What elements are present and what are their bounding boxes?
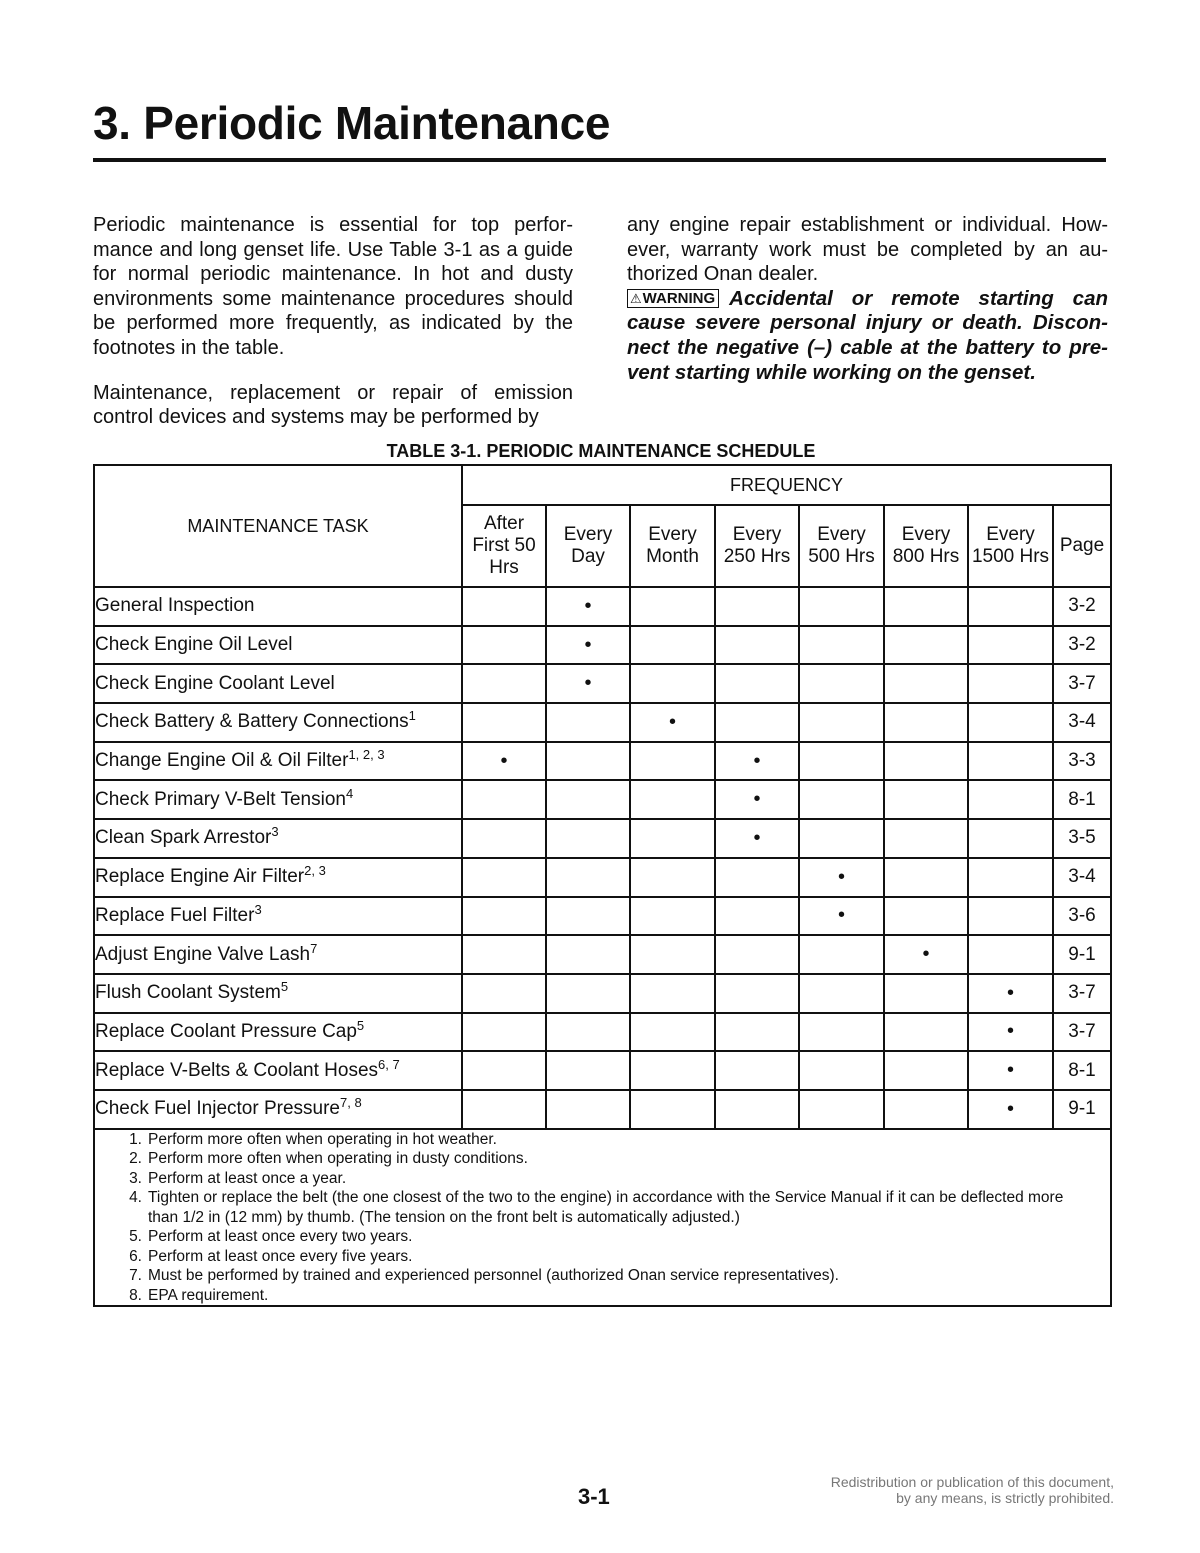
footnote-number: 1. bbox=[129, 1130, 142, 1148]
schedule-cell bbox=[799, 935, 884, 974]
schedule-cell bbox=[968, 935, 1053, 974]
task-cell bbox=[94, 626, 462, 665]
footnote-text: Tighten or replace the belt (the one closest of the two to the engine) in accordance with the Service Manual if it can be deflected more than 1/2 in (12 mm) by thumb. (The tension on the front belt is automatically adjusted.) bbox=[148, 1189, 1064, 1226]
schedule-cell bbox=[630, 664, 715, 703]
schedule-cell bbox=[715, 664, 799, 703]
footnote-reference: 1, 2, 3 bbox=[348, 747, 385, 763]
schedule-cell bbox=[884, 858, 968, 897]
schedule-cell bbox=[715, 1090, 799, 1129]
schedule-cell bbox=[462, 664, 546, 703]
footnote bbox=[95, 1130, 1110, 1150]
schedule-cell bbox=[799, 587, 884, 626]
task-name: Replace V-Belts & Coolant Hoses bbox=[95, 1059, 379, 1081]
schedule-bullet: • bbox=[546, 664, 630, 703]
task-name: Change Engine Oil & Oil Filter bbox=[95, 750, 349, 772]
schedule-cell bbox=[462, 1013, 546, 1052]
schedule-bullet: • bbox=[968, 1051, 1053, 1090]
footnote-number: 4. bbox=[129, 1189, 142, 1207]
footnote bbox=[95, 1227, 1110, 1247]
schedule-bullet: • bbox=[968, 974, 1053, 1013]
maintenance-table bbox=[93, 464, 1112, 1307]
footnote-reference: 6, 7 bbox=[378, 1056, 400, 1072]
schedule-cell bbox=[715, 935, 799, 974]
page-reference: 9-1 bbox=[1053, 1090, 1111, 1129]
redistribution-notice bbox=[831, 1474, 1114, 1506]
table-row bbox=[94, 626, 1111, 665]
footnote bbox=[95, 1247, 1110, 1267]
schedule-cell bbox=[968, 742, 1053, 781]
schedule-cell bbox=[546, 703, 630, 742]
schedule-cell bbox=[884, 897, 968, 936]
page-reference: 3-7 bbox=[1053, 1013, 1111, 1052]
schedule-cell bbox=[715, 1013, 799, 1052]
intro-left-column bbox=[93, 213, 573, 430]
schedule-cell bbox=[799, 974, 884, 1013]
task-cell bbox=[94, 780, 462, 819]
task-name: Check Engine Coolant Level bbox=[95, 672, 335, 694]
task-name: Flush Coolant System bbox=[95, 982, 281, 1004]
schedule-cell bbox=[884, 1013, 968, 1052]
schedule-cell bbox=[799, 742, 884, 781]
task-cell bbox=[94, 974, 462, 1013]
schedule-cell bbox=[462, 780, 546, 819]
intro-paragraph: Maintenance, replacement or repair of emission control devices and systems may be performed by bbox=[93, 381, 573, 429]
schedule-bullet: • bbox=[715, 819, 799, 858]
schedule-cell bbox=[884, 819, 968, 858]
task-column-header: MAINTENANCE TASK bbox=[94, 465, 462, 587]
task-name: Replace Engine Air Filter bbox=[95, 866, 305, 888]
schedule-cell bbox=[884, 742, 968, 781]
footnote bbox=[95, 1286, 1110, 1306]
task-name: Check Engine Oil Level bbox=[95, 634, 293, 656]
schedule-cell bbox=[630, 780, 715, 819]
footnote-reference: 4 bbox=[345, 785, 354, 801]
schedule-cell bbox=[884, 664, 968, 703]
schedule-cell bbox=[968, 819, 1053, 858]
footnote-text: EPA requirement. bbox=[148, 1286, 269, 1304]
schedule-cell bbox=[884, 703, 968, 742]
schedule-cell bbox=[799, 1090, 884, 1129]
table-caption: TABLE 3-1. PERIODIC MAINTENANCE SCHEDULE bbox=[386, 441, 816, 461]
table-row bbox=[94, 897, 1111, 936]
table-row bbox=[94, 1090, 1111, 1129]
task-name: Check Primary V-Belt Tension bbox=[95, 788, 346, 810]
warning-triangle-icon: ⚠ bbox=[630, 290, 642, 306]
schedule-bullet: • bbox=[630, 703, 715, 742]
task-cell bbox=[94, 587, 462, 626]
footnote-reference: 3 bbox=[254, 901, 262, 917]
footnote bbox=[95, 1169, 1110, 1189]
page-column-header: Page bbox=[1053, 505, 1111, 587]
schedule-cell bbox=[715, 626, 799, 665]
schedule-cell bbox=[462, 897, 546, 936]
schedule-bullet: • bbox=[884, 935, 968, 974]
page-reference: 8-1 bbox=[1053, 780, 1111, 819]
footnote-reference: 7 bbox=[310, 940, 318, 956]
schedule-cell bbox=[630, 897, 715, 936]
schedule-cell bbox=[462, 1090, 546, 1129]
schedule-cell bbox=[546, 897, 630, 936]
footnote bbox=[95, 1149, 1110, 1169]
schedule-bullet: • bbox=[546, 626, 630, 665]
task-name: Clean Spark Arrestor bbox=[95, 827, 272, 849]
schedule-bullet: • bbox=[968, 1090, 1053, 1129]
schedule-cell bbox=[799, 626, 884, 665]
footnote-reference: 1 bbox=[408, 708, 416, 724]
schedule-cell bbox=[884, 626, 968, 665]
footnote-reference: 3 bbox=[271, 824, 279, 840]
page-reference: 9-1 bbox=[1053, 935, 1111, 974]
schedule-cell bbox=[630, 819, 715, 858]
frequency-column-header: Every 250 Hrs bbox=[715, 505, 799, 587]
warning-label-text: WARNING bbox=[642, 289, 716, 307]
warning-notice bbox=[627, 287, 1108, 385]
title-rule bbox=[93, 158, 1106, 162]
page-reference: 3-4 bbox=[1053, 703, 1111, 742]
task-cell bbox=[94, 742, 462, 781]
page-reference: 8-1 bbox=[1053, 1051, 1111, 1090]
schedule-cell bbox=[462, 626, 546, 665]
schedule-cell bbox=[462, 587, 546, 626]
schedule-cell bbox=[462, 819, 546, 858]
frequency-column-header: Every Month bbox=[630, 505, 715, 587]
intro-paragraph: Periodic maintenance is essential for top perfor-mance and long genset life. Use Table 3-1 as a guide for normal periodic maintenance. In hot and dusty environments some maintenance procedures should be performed more frequently, as indicated by the footnotes in the table. bbox=[93, 214, 573, 359]
task-cell bbox=[94, 1090, 462, 1129]
schedule-cell bbox=[968, 703, 1053, 742]
schedule-cell bbox=[799, 1051, 884, 1090]
footnote-text: Perform at least once every five years. bbox=[148, 1247, 413, 1265]
table-row bbox=[94, 935, 1111, 974]
table-row bbox=[94, 780, 1111, 819]
page-reference: 3-6 bbox=[1053, 897, 1111, 936]
schedule-cell bbox=[630, 1090, 715, 1129]
task-cell bbox=[94, 935, 462, 974]
frequency-column-header: Every Day bbox=[546, 505, 630, 587]
schedule-cell bbox=[546, 742, 630, 781]
schedule-cell bbox=[546, 819, 630, 858]
schedule-cell bbox=[630, 858, 715, 897]
schedule-cell bbox=[715, 587, 799, 626]
footnote-number: 8. bbox=[129, 1286, 142, 1304]
task-name: Replace Coolant Pressure Cap bbox=[95, 1020, 357, 1042]
table-footnotes bbox=[94, 1129, 1111, 1307]
task-cell bbox=[94, 819, 462, 858]
footnote bbox=[95, 1266, 1110, 1286]
page-reference: 3-3 bbox=[1053, 742, 1111, 781]
warning-text: Accidental or remote starting can cause severe personal injury or death. Discon-nect the negative (–) cable at the battery to pre-vent starting while working on the genset. bbox=[627, 286, 1108, 384]
task-name: Adjust Engine Valve Lash bbox=[95, 943, 311, 965]
schedule-cell bbox=[630, 974, 715, 1013]
schedule-cell bbox=[462, 858, 546, 897]
schedule-cell bbox=[799, 819, 884, 858]
task-cell bbox=[94, 703, 462, 742]
task-name: Replace Fuel Filter bbox=[95, 904, 255, 926]
footnote-reference: 5 bbox=[280, 979, 289, 995]
schedule-cell bbox=[546, 858, 630, 897]
notice-line: Redistribution or publication of this document, bbox=[830, 1474, 1114, 1490]
schedule-cell bbox=[715, 974, 799, 1013]
schedule-cell bbox=[968, 587, 1053, 626]
schedule-cell bbox=[968, 664, 1053, 703]
schedule-cell bbox=[715, 858, 799, 897]
footnote-text: Perform at least once a year. bbox=[148, 1169, 347, 1187]
schedule-cell bbox=[799, 664, 884, 703]
notice-line: by any means, is strictly prohibited. bbox=[896, 1490, 1114, 1506]
schedule-cell bbox=[630, 1051, 715, 1090]
table-row bbox=[94, 858, 1111, 897]
schedule-cell bbox=[462, 974, 546, 1013]
schedule-bullet: • bbox=[799, 858, 884, 897]
warning-label bbox=[627, 289, 719, 308]
schedule-cell bbox=[462, 1051, 546, 1090]
table-row bbox=[94, 974, 1111, 1013]
schedule-cell bbox=[968, 897, 1053, 936]
footnote-number: 7. bbox=[129, 1267, 142, 1285]
task-cell bbox=[94, 1051, 462, 1090]
schedule-cell bbox=[884, 1090, 968, 1129]
task-cell bbox=[94, 664, 462, 703]
footnote-reference: 2, 3 bbox=[304, 863, 326, 879]
footnote-text: Must be performed by trained and experienced personnel (authorized Onan service representatives). bbox=[148, 1267, 839, 1285]
schedule-cell bbox=[546, 974, 630, 1013]
frequency-column-header: Every 500 Hrs bbox=[799, 505, 884, 587]
schedule-cell bbox=[630, 587, 715, 626]
footnote-number: 2. bbox=[129, 1150, 142, 1168]
task-name: General Inspection bbox=[95, 595, 255, 617]
schedule-cell bbox=[546, 1051, 630, 1090]
task-cell bbox=[94, 858, 462, 897]
table-row bbox=[94, 742, 1111, 781]
page-reference: 3-7 bbox=[1053, 664, 1111, 703]
table-row bbox=[94, 1051, 1111, 1090]
schedule-cell bbox=[884, 587, 968, 626]
page-reference: 3-2 bbox=[1053, 626, 1111, 665]
task-cell bbox=[94, 897, 462, 936]
schedule-cell bbox=[630, 935, 715, 974]
page-title: 3. Periodic Maintenance bbox=[93, 97, 611, 149]
schedule-cell bbox=[630, 626, 715, 665]
schedule-cell bbox=[715, 703, 799, 742]
footnote-text: Perform at least once every two years. bbox=[148, 1228, 413, 1246]
schedule-bullet: • bbox=[546, 587, 630, 626]
frequency-column-header: After First 50 Hrs bbox=[462, 505, 546, 587]
schedule-bullet: • bbox=[715, 742, 799, 781]
schedule-bullet: • bbox=[462, 742, 546, 781]
schedule-cell bbox=[546, 1013, 630, 1052]
footnote-reference: 5 bbox=[356, 1017, 365, 1033]
task-cell bbox=[94, 1013, 462, 1052]
schedule-cell bbox=[546, 935, 630, 974]
table-row bbox=[94, 819, 1111, 858]
footnote-reference: 7, 8 bbox=[340, 1095, 362, 1111]
schedule-bullet: • bbox=[715, 780, 799, 819]
schedule-cell bbox=[715, 1051, 799, 1090]
schedule-cell bbox=[630, 742, 715, 781]
page-reference: 3-7 bbox=[1053, 974, 1111, 1013]
task-name: Check Battery & Battery Connections bbox=[95, 711, 409, 733]
table-row bbox=[94, 703, 1111, 742]
schedule-cell bbox=[799, 703, 884, 742]
task-name: Check Fuel Injector Pressure bbox=[95, 1098, 340, 1120]
schedule-cell bbox=[884, 1051, 968, 1090]
page-reference: 3-4 bbox=[1053, 858, 1111, 897]
footnote-text: Perform more often when operating in hot weather. bbox=[148, 1130, 497, 1148]
schedule-cell bbox=[799, 780, 884, 819]
schedule-cell bbox=[884, 974, 968, 1013]
schedule-cell bbox=[630, 1013, 715, 1052]
schedule-bullet: • bbox=[799, 897, 884, 936]
table-row bbox=[94, 1013, 1111, 1052]
intro-paragraph: any engine repair establishment or individual. How-ever, warranty work must be completed by an au-thorized Onan dealer. bbox=[627, 214, 1108, 286]
schedule-cell bbox=[462, 703, 546, 742]
intro-right-column bbox=[627, 213, 1108, 385]
footnote-text: Perform more often when operating in dusty conditions. bbox=[148, 1150, 528, 1168]
page-reference: 3-2 bbox=[1053, 587, 1111, 626]
footnote bbox=[95, 1188, 1110, 1227]
schedule-bullet: • bbox=[968, 1013, 1053, 1052]
schedule-cell bbox=[968, 626, 1053, 665]
page-reference: 3-5 bbox=[1053, 819, 1111, 858]
frequency-column-header: Every 1500 Hrs bbox=[968, 505, 1053, 587]
frequency-header: FREQUENCY bbox=[462, 465, 1111, 505]
table-row bbox=[94, 587, 1111, 626]
schedule-cell bbox=[715, 897, 799, 936]
table-row bbox=[94, 664, 1111, 703]
page-number: 3-1 bbox=[578, 1484, 610, 1509]
footnote-number: 3. bbox=[129, 1169, 142, 1187]
footnote-number: 6. bbox=[129, 1247, 142, 1265]
schedule-cell bbox=[799, 1013, 884, 1052]
schedule-cell bbox=[546, 780, 630, 819]
frequency-column-header: Every 800 Hrs bbox=[884, 505, 968, 587]
schedule-cell bbox=[884, 780, 968, 819]
schedule-cell bbox=[462, 935, 546, 974]
schedule-cell bbox=[968, 858, 1053, 897]
schedule-cell bbox=[546, 1090, 630, 1129]
schedule-cell bbox=[968, 780, 1053, 819]
footnote-number: 5. bbox=[129, 1228, 142, 1246]
